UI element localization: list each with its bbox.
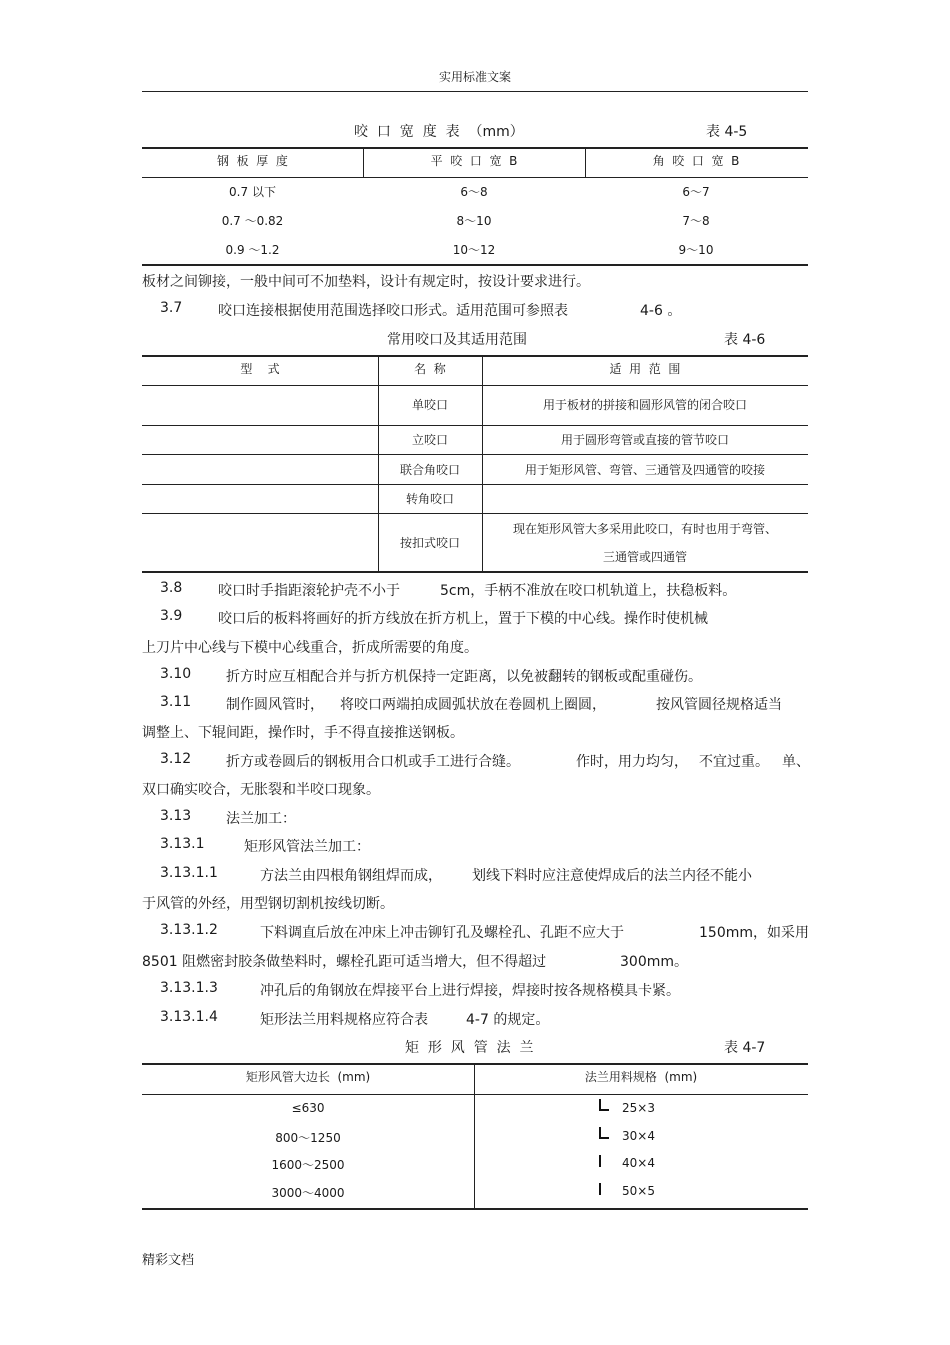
table-rule bbox=[142, 513, 808, 514]
angle-steel-icon bbox=[598, 1098, 610, 1116]
table-header-cell: 平 咬 口 宽 B bbox=[430, 154, 518, 168]
table-rule bbox=[142, 484, 808, 485]
section-number: 3.9 bbox=[160, 608, 183, 624]
paragraph: 制作圆风管时， bbox=[226, 697, 324, 713]
paragraph: 调整上、下辊间距，操作时，手不得直接推送钢板。 bbox=[142, 725, 464, 741]
table-header-cell: 角 咬 口 宽 B bbox=[652, 154, 740, 168]
paragraph: 不宜过重。 bbox=[699, 754, 769, 770]
table-rule bbox=[142, 1063, 808, 1065]
header-divider bbox=[142, 91, 808, 92]
table-header-cell: 型 式 bbox=[240, 362, 280, 376]
table46-caption: 常用咬口及其适用范围 bbox=[387, 332, 527, 348]
paragraph: 板材之间铆接，一般中间可不加垫料，设计有规定时，按设计要求进行。 bbox=[142, 274, 590, 290]
paragraph: 折方或卷圆后的钢板用合口机或手工进行合缝。 bbox=[226, 754, 520, 770]
table47-label: 表 4-7 bbox=[724, 1040, 766, 1056]
paragraph: 方法兰由四根角钢组焊而成， bbox=[260, 868, 442, 884]
table-cell: 转角咬口 bbox=[405, 492, 454, 506]
paragraph: 作时，用力均匀， bbox=[576, 754, 688, 770]
table-cell: 0.7 以下 bbox=[229, 185, 276, 199]
table-cell: 8～10 bbox=[456, 214, 492, 228]
table-cell: 40×4 bbox=[622, 1156, 655, 1170]
table-rule bbox=[142, 385, 808, 386]
section-number: 3.13 bbox=[160, 808, 192, 824]
paragraph: 按风管圆径规格适当 bbox=[656, 697, 782, 713]
table-cell: 9～10 bbox=[678, 243, 714, 257]
table-reference: 4-7 的规定。 bbox=[466, 1012, 550, 1028]
table-rule bbox=[142, 1208, 808, 1210]
table-rule bbox=[142, 177, 808, 178]
section-number: 3.13.1.2 bbox=[160, 922, 218, 938]
table-cell: 0.9 ～1.2 bbox=[225, 243, 280, 257]
table45-label: 表 4-5 bbox=[706, 124, 748, 140]
table-rule bbox=[142, 355, 808, 357]
table-cell: 6～7 bbox=[682, 185, 710, 199]
table-rule bbox=[142, 454, 808, 455]
table-cell: 25×3 bbox=[622, 1101, 655, 1115]
page-footer: 精彩文档 bbox=[142, 1253, 195, 1268]
paragraph: 咬口连接根据使用范围选择咬口形式。适用范围可参照表 bbox=[218, 303, 568, 319]
section-number: 3.13.1.1 bbox=[160, 865, 218, 881]
section-number: 3.8 bbox=[160, 580, 183, 596]
paragraph: 上刀片中心线与下模中心线重合，折成所需要的角度。 bbox=[142, 640, 478, 656]
section-heading: 矩形风管法兰加工： bbox=[244, 839, 370, 855]
table-cell: 30×4 bbox=[622, 1129, 655, 1143]
table-cell: 800～1250 bbox=[275, 1131, 341, 1145]
paragraph: 划线下料时应注意使焊成后的法兰内径不能小 bbox=[472, 868, 752, 884]
table-cell: 单咬口 bbox=[411, 398, 448, 412]
table-reference: 4-6 。 bbox=[640, 303, 682, 319]
angle-steel-icon bbox=[598, 1126, 610, 1144]
table-header-cell: 矩形风管大边长 (mm) bbox=[245, 1070, 371, 1084]
table-cell: 三通管或四通管 bbox=[602, 550, 687, 564]
paragraph: 300mm。 bbox=[620, 954, 688, 970]
table-rule bbox=[142, 425, 808, 426]
table-cell: 按扣式咬口 bbox=[399, 536, 460, 550]
paragraph: 矩形法兰用料规格应符合表 bbox=[260, 1012, 428, 1028]
table47-caption: 矩 形 风 管 法 兰 bbox=[405, 1040, 534, 1056]
paragraph: 折方时应互相配合并与折方机保持一定距离，以免被翻转的钢板或配重碰伤。 bbox=[226, 669, 702, 685]
paragraph: 5cm，手柄不准放在咬口机轨道上，扶稳板料。 bbox=[440, 583, 737, 599]
section-number: 3.13.1.4 bbox=[160, 1009, 218, 1025]
table-rule bbox=[142, 1094, 808, 1095]
table-header-cell: 名 称 bbox=[414, 362, 446, 376]
table-header-cell: 适 用 范 围 bbox=[609, 362, 681, 376]
section-number: 3.13.1.3 bbox=[160, 980, 218, 996]
table-cell: 用于板材的拼接和圆形风管的闭合咬口 bbox=[542, 398, 747, 412]
paragraph: 将咬口两端拍成圆弧状放在卷圆机上圈圆， bbox=[340, 697, 606, 713]
section-number: 3.13.1 bbox=[160, 836, 205, 852]
table46-label: 表 4-6 bbox=[724, 332, 766, 348]
table-cell: 50×5 bbox=[622, 1184, 655, 1198]
table-cell: 用于圆形弯管或直接的管节咬口 bbox=[560, 433, 729, 447]
section-heading: 法兰加工： bbox=[226, 811, 296, 827]
section-number: 3.7 bbox=[160, 300, 183, 316]
table-cell: 现在矩形风管大多采用此咬口，有时也用于弯管、 bbox=[512, 522, 777, 536]
table-rule bbox=[142, 571, 808, 573]
paragraph: 于风管的外经，用型钢切割机按线切断。 bbox=[142, 896, 394, 912]
table-cell: 7～8 bbox=[682, 214, 710, 228]
section-number: 3.11 bbox=[160, 694, 192, 710]
table-header-cell: 法兰用料规格 (mm) bbox=[584, 1070, 698, 1084]
table-cell: 0.7 ～0.82 bbox=[221, 214, 284, 228]
section-number: 3.10 bbox=[160, 666, 192, 682]
table-cell: 立咬口 bbox=[411, 433, 448, 447]
table-cell: 6～8 bbox=[460, 185, 488, 199]
paragraph: 150mm，如采用 bbox=[699, 925, 809, 941]
table45-caption: 咬 口 宽 度 表 （mm） bbox=[354, 124, 524, 140]
table-rule bbox=[142, 147, 808, 149]
table-cell: 3000～4000 bbox=[271, 1186, 345, 1200]
table-rule bbox=[142, 264, 808, 266]
table-header-cell: 钢 板 厚 度 bbox=[217, 154, 288, 168]
flat-steel-icon bbox=[598, 1154, 604, 1172]
flat-steel-icon bbox=[598, 1182, 604, 1200]
table-cell: ≤630 bbox=[291, 1101, 325, 1115]
paragraph: 冲孔后的角钢放在焊接平台上进行焊接，焊接时按各规格模具卡紧。 bbox=[260, 983, 680, 999]
table-cell: 10～12 bbox=[452, 243, 496, 257]
table-cell: 1600～2500 bbox=[271, 1158, 345, 1172]
paragraph: 咬口后的板料将画好的折方线放在折方机上，置于下模的中心线。操作时使机械 bbox=[218, 611, 708, 627]
paragraph: 下料调直后放在冲床上冲击铆钉孔及螺栓孔、孔距不应大于 bbox=[260, 925, 624, 941]
table-cell: 用于矩形风管、弯管、三通管及四通管的咬接 bbox=[524, 463, 765, 477]
paragraph: 8501 阻燃密封胶条做垫料时，螺栓孔距可适当增大，但不得超过 bbox=[142, 954, 547, 970]
paragraph: 咬口时手指距滚轮护壳不小于 bbox=[218, 583, 400, 599]
paragraph: 双口确实咬合，无胀裂和半咬口现象。 bbox=[142, 782, 380, 798]
section-number: 3.12 bbox=[160, 751, 192, 767]
table-cell: 联合角咬口 bbox=[399, 463, 460, 477]
paragraph: 单、 bbox=[782, 754, 810, 770]
page-header: 实用标准文案 bbox=[438, 70, 511, 84]
